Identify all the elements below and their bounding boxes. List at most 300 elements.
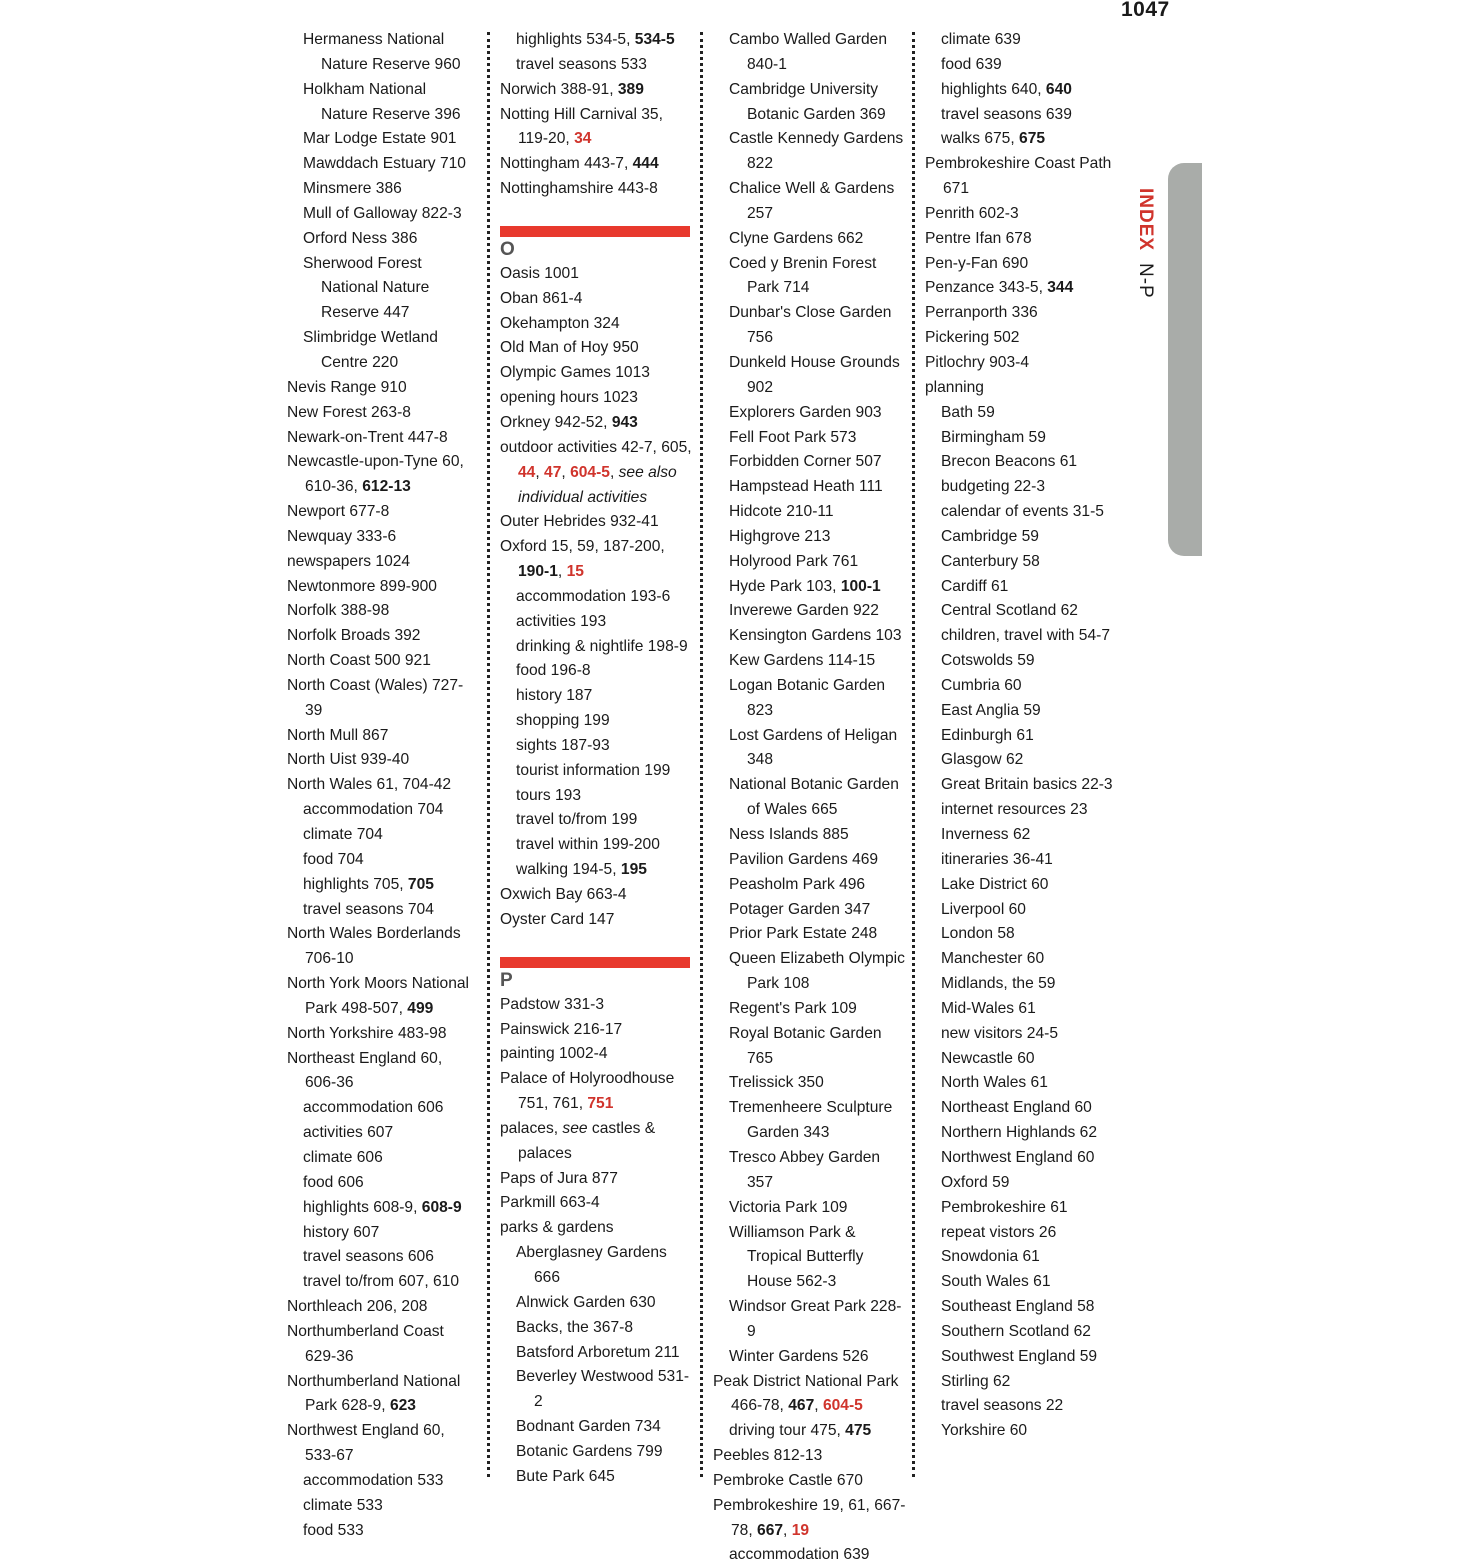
index-entry bbox=[713, 1370, 908, 1420]
index-entry bbox=[925, 227, 1115, 252]
entry-text: North York Moors National Park 498-507, bbox=[287, 975, 470, 1017]
entry-text: Central Scotland 62 bbox=[941, 602, 1078, 620]
index-entry bbox=[287, 624, 475, 649]
entry-text: Trelissick 350 bbox=[729, 1074, 824, 1092]
index-subentry bbox=[287, 28, 475, 78]
index-subentry bbox=[287, 227, 475, 252]
index-subentry bbox=[713, 450, 908, 475]
entry-text: highlights 705, bbox=[303, 875, 408, 893]
entry-text: , bbox=[561, 463, 571, 481]
entry-text: East Anglia 59 bbox=[941, 701, 1041, 719]
entry-text: Cardiff 61 bbox=[941, 577, 1009, 595]
entry-text: highlights 608-9, bbox=[303, 1198, 422, 1216]
column-divider bbox=[912, 32, 915, 1477]
index-subentry bbox=[713, 28, 908, 78]
index-entry bbox=[287, 1419, 475, 1469]
section-divider-bar bbox=[500, 226, 690, 237]
map-page-ref: 190-1 bbox=[518, 563, 558, 581]
index-subentry bbox=[500, 734, 692, 759]
entry-text: Royal Botanic Garden 765 bbox=[729, 1024, 882, 1067]
index-subentry bbox=[925, 599, 1115, 624]
index-subentry bbox=[287, 1171, 475, 1196]
index-entry bbox=[500, 336, 692, 361]
index-entry bbox=[500, 152, 692, 177]
entry-text: Mawddach Estuary 710 bbox=[303, 155, 466, 173]
entry-text: Oxford 15, 59, 187-200, bbox=[500, 538, 665, 556]
index-entry bbox=[500, 1018, 692, 1043]
entry-text: , bbox=[783, 1521, 792, 1539]
map-page-ref: 667 bbox=[757, 1521, 784, 1539]
index-subentry bbox=[925, 972, 1115, 997]
entry-text: Clyne Gardens 662 bbox=[729, 229, 864, 247]
cross-reference: see also individual activities bbox=[518, 463, 677, 506]
entry-text: Aberglasney Gardens 666 bbox=[516, 1244, 667, 1286]
index-subentry bbox=[713, 426, 908, 451]
index-subentry bbox=[500, 585, 692, 610]
entry-text: , bbox=[557, 563, 567, 581]
entry-text: , bbox=[609, 463, 619, 481]
index-subentry bbox=[713, 575, 908, 600]
entry-text: Windsor Great Park 228-9 bbox=[729, 1298, 902, 1340]
entry-text: walks 675, bbox=[941, 130, 1020, 148]
index-subentry bbox=[925, 550, 1115, 575]
entry-text: climate 704 bbox=[303, 826, 383, 843]
photo-page-ref: 604-5 bbox=[570, 463, 610, 481]
index-subentry bbox=[925, 401, 1115, 426]
entry-text: Newport 677-8 bbox=[287, 503, 390, 521]
index-subentry bbox=[287, 1469, 475, 1494]
entry-text: travel seasons 639 bbox=[941, 105, 1072, 123]
entry-text: children, travel with 54-7 bbox=[941, 627, 1111, 645]
index-subentry bbox=[287, 823, 475, 848]
index-subentry bbox=[713, 1096, 908, 1146]
index-entry bbox=[713, 1444, 908, 1469]
index-subentry bbox=[287, 1221, 475, 1246]
index-subentry bbox=[925, 475, 1115, 500]
entry-text: Pickering 502 bbox=[925, 329, 1020, 347]
index-subentry bbox=[713, 227, 908, 252]
entry-text: travel seasons 606 bbox=[303, 1248, 434, 1266]
index-subentry bbox=[925, 78, 1115, 103]
entry-text: food 606 bbox=[303, 1173, 364, 1191]
index-entry bbox=[500, 510, 692, 535]
index-subentry bbox=[925, 1370, 1115, 1395]
index-subentry bbox=[925, 1221, 1115, 1246]
index-entry bbox=[500, 436, 692, 511]
index-subentry bbox=[713, 674, 908, 724]
photo-page-ref: 47 bbox=[544, 463, 562, 481]
entry-text: Newark-on-Trent 447-8 bbox=[287, 428, 448, 446]
index-subentry bbox=[925, 103, 1115, 128]
index-subentry bbox=[925, 674, 1115, 699]
entry-text: palaces, bbox=[500, 1119, 563, 1137]
index-subentry bbox=[287, 202, 475, 227]
entry-text: food 533 bbox=[303, 1521, 364, 1539]
index-subentry bbox=[925, 699, 1115, 724]
index-subentry bbox=[925, 1022, 1115, 1047]
entry-text: South Wales 61 bbox=[941, 1273, 1051, 1291]
index-entry bbox=[925, 252, 1115, 277]
index-subentry bbox=[713, 724, 908, 774]
index-subentry bbox=[287, 1494, 475, 1519]
entry-text: travel seasons 704 bbox=[303, 900, 434, 918]
entry-text: Old Man of Hoy 950 bbox=[500, 339, 639, 357]
photo-page-ref: 19 bbox=[791, 1521, 810, 1539]
index-entry bbox=[287, 922, 475, 972]
index-column-3 bbox=[713, 28, 908, 1568]
index-subentry bbox=[925, 1121, 1115, 1146]
index-entry bbox=[500, 312, 692, 337]
index-column-1 bbox=[287, 28, 475, 1543]
index-subentry bbox=[287, 1121, 475, 1146]
entry-text: Newcastle 60 bbox=[941, 1049, 1035, 1067]
entry-text: Bath 59 bbox=[941, 403, 995, 421]
entry-text: Inverewe Garden 922 bbox=[729, 602, 879, 620]
entry-text: Northwest England 60, 533-67 bbox=[287, 1422, 445, 1465]
index-subentry bbox=[713, 78, 908, 128]
map-page-ref: 467 bbox=[788, 1397, 815, 1415]
entry-text: Penrith 602-3 bbox=[925, 204, 1019, 222]
index-subentry bbox=[500, 1316, 692, 1341]
index-entry bbox=[287, 450, 475, 500]
index-entry bbox=[925, 376, 1115, 401]
entry-text: Orkney 942-52, bbox=[500, 413, 612, 431]
index-subentry bbox=[500, 709, 692, 734]
entry-text: travel seasons 22 bbox=[941, 1397, 1064, 1415]
entry-text: outdoor activities 42-7, 605, bbox=[500, 438, 692, 456]
entry-text: Hyde Park 103, bbox=[729, 577, 841, 595]
entry-text: history 187 bbox=[516, 687, 593, 705]
index-entry bbox=[500, 1117, 692, 1167]
section-thumb-tab bbox=[1168, 163, 1202, 556]
entry-text: Ness Islands 885 bbox=[729, 826, 849, 843]
index-entry bbox=[500, 1191, 692, 1216]
index-subentry bbox=[925, 127, 1115, 152]
entry-text: climate 606 bbox=[303, 1148, 383, 1166]
map-page-ref: 100-1 bbox=[840, 577, 881, 595]
entry-text: Bute Park 645 bbox=[516, 1467, 615, 1485]
entry-text: Glasgow 62 bbox=[941, 751, 1024, 769]
index-entry bbox=[500, 993, 692, 1018]
entry-text: accommodation 639 bbox=[729, 1546, 870, 1564]
index-subentry bbox=[500, 684, 692, 709]
index-entry bbox=[287, 1295, 475, 1320]
entry-text: , bbox=[535, 463, 545, 481]
entry-text: food 704 bbox=[303, 850, 364, 868]
index-subentry bbox=[713, 351, 908, 401]
entry-text: Oxwich Bay 663-4 bbox=[500, 886, 627, 903]
section-letter: O bbox=[500, 238, 515, 260]
section-tab-word: INDEX bbox=[1135, 188, 1156, 252]
index-subentry bbox=[713, 401, 908, 426]
entry-text: budgeting 22-3 bbox=[941, 478, 1046, 496]
index-subentry bbox=[925, 426, 1115, 451]
index-subentry bbox=[713, 1419, 908, 1444]
index-subentry bbox=[500, 28, 692, 53]
map-page-ref: 623 bbox=[389, 1397, 416, 1415]
index-subentry bbox=[925, 1320, 1115, 1345]
index-subentry bbox=[500, 1241, 692, 1291]
index-subentry bbox=[500, 610, 692, 635]
entry-text: Northeast England 60, 606-36 bbox=[287, 1049, 443, 1092]
map-page-ref: 444 bbox=[632, 155, 659, 173]
entry-text: tourist information 199 bbox=[516, 761, 671, 779]
index-subentry bbox=[287, 1270, 475, 1295]
entry-text: food 196-8 bbox=[516, 662, 591, 680]
entry-text: Hidcote 210-11 bbox=[729, 503, 834, 521]
entry-text: North Mull 867 bbox=[287, 726, 389, 744]
index-subentry bbox=[925, 1146, 1115, 1171]
index-subentry bbox=[500, 833, 692, 858]
index-entry bbox=[287, 599, 475, 624]
entry-text: newspapers 1024 bbox=[287, 552, 411, 570]
entry-text: North Wales 61 bbox=[941, 1074, 1048, 1092]
entry-text: Okehampton 324 bbox=[500, 314, 620, 332]
index-subentry bbox=[713, 475, 908, 500]
index-subentry bbox=[713, 525, 908, 550]
entry-text: new visitors 24-5 bbox=[941, 1024, 1058, 1042]
index-subentry bbox=[287, 1519, 475, 1544]
section-divider-bar bbox=[500, 957, 690, 968]
index-entry bbox=[500, 78, 692, 103]
index-subentry bbox=[925, 1196, 1115, 1221]
entry-text: Notting Hill Carnival 35, 119-20, bbox=[500, 105, 663, 148]
entry-text: Great Britain basics 22-3 bbox=[941, 776, 1113, 794]
entry-text: castles & palaces bbox=[518, 1119, 656, 1162]
index-subentry bbox=[500, 53, 692, 78]
index-subentry bbox=[713, 649, 908, 674]
entry-text: Hampstead Heath 111 bbox=[729, 478, 883, 496]
entry-text: climate 533 bbox=[303, 1496, 383, 1514]
photo-page-ref: 751 bbox=[587, 1095, 614, 1113]
index-subentry bbox=[713, 773, 908, 823]
index-subentry bbox=[500, 1415, 692, 1440]
index-entry bbox=[925, 326, 1115, 351]
entry-text: Mid-Wales 61 bbox=[941, 999, 1036, 1017]
photo-page-ref: 34 bbox=[574, 130, 592, 148]
index-subentry bbox=[925, 1419, 1115, 1444]
entry-text: Newtonmore 899-900 bbox=[287, 577, 437, 595]
index-subentry bbox=[500, 858, 692, 883]
entry-text: Potager Garden 347 bbox=[729, 900, 871, 918]
entry-text: climate 639 bbox=[941, 31, 1021, 48]
entry-text: driving tour 475, bbox=[729, 1422, 846, 1440]
entry-text: Fell Foot Park 573 bbox=[729, 428, 857, 446]
index-subentry bbox=[713, 873, 908, 898]
index-subentry bbox=[500, 1465, 692, 1490]
entry-text: Newcastle-upon-Tyne 60, 610-36, bbox=[287, 453, 464, 496]
index-subentry bbox=[713, 1022, 908, 1072]
index-subentry bbox=[713, 848, 908, 873]
index-subentry bbox=[925, 575, 1115, 600]
entry-text: New Forest 263-8 bbox=[287, 403, 411, 421]
entry-text: travel seasons 533 bbox=[516, 55, 647, 73]
index-entry bbox=[287, 773, 475, 798]
entry-text: Regent's Park 109 bbox=[729, 999, 857, 1017]
entry-text: London 58 bbox=[941, 925, 1015, 943]
index-entry bbox=[287, 748, 475, 773]
map-page-ref: 675 bbox=[1019, 130, 1046, 148]
index-subentry bbox=[925, 848, 1115, 873]
index-subentry bbox=[925, 649, 1115, 674]
entry-text: Holyrood Park 761 bbox=[729, 552, 859, 570]
entry-text: Nottingham 443-7, bbox=[500, 155, 633, 173]
entry-text: Forbidden Corner 507 bbox=[729, 453, 882, 471]
entry-text: Minsmere 386 bbox=[303, 180, 402, 198]
index-subentry bbox=[925, 624, 1115, 649]
entry-text: travel to/from 199 bbox=[516, 811, 638, 829]
index-subentry bbox=[500, 1365, 692, 1415]
index-subentry bbox=[925, 1270, 1115, 1295]
index-subentry bbox=[287, 873, 475, 898]
map-page-ref: 612-13 bbox=[362, 478, 411, 496]
entry-text: Olympic Games 1013 bbox=[500, 364, 650, 382]
entry-text: Pembrokeshire Coast Path 671 bbox=[925, 155, 1112, 198]
entry-text: Cambo Walled Garden 840-1 bbox=[729, 31, 888, 73]
entry-text: North Wales 61, 704-42 bbox=[287, 776, 452, 794]
entry-text: Southern Scotland 62 bbox=[941, 1322, 1091, 1340]
entry-text: Outer Hebrides 932-41 bbox=[500, 513, 659, 531]
entry-text: Cumbria 60 bbox=[941, 676, 1022, 694]
index-subentry bbox=[287, 898, 475, 923]
entry-text: Orford Ness 386 bbox=[303, 229, 418, 247]
entry-text: Alnwick Garden 630 bbox=[516, 1293, 656, 1311]
index-entry bbox=[287, 426, 475, 451]
index-subentry bbox=[713, 500, 908, 525]
entry-text: planning bbox=[925, 378, 984, 396]
entry-text: North Wales Borderlands 706-10 bbox=[287, 925, 461, 968]
entry-text: Northeast England 60 bbox=[941, 1099, 1092, 1117]
entry-text: Queen Elizabeth Olympic Park 108 bbox=[729, 950, 905, 993]
entry-text: Cambridge 59 bbox=[941, 527, 1039, 545]
index-entry bbox=[287, 550, 475, 575]
index-entry bbox=[287, 401, 475, 426]
entry-text: Holkham National Nature Reserve 396 bbox=[303, 80, 461, 123]
entry-text: painting 1002-4 bbox=[500, 1045, 608, 1063]
entry-text: Chalice Well & Gardens 257 bbox=[729, 180, 895, 222]
entry-text: accommodation 704 bbox=[303, 801, 444, 819]
entry-text: Stirling 62 bbox=[941, 1372, 1011, 1390]
entry-text: Painswick 216-17 bbox=[500, 1020, 623, 1038]
index-entry bbox=[500, 1067, 692, 1117]
entry-text: food 639 bbox=[941, 55, 1002, 73]
index-entry bbox=[500, 262, 692, 287]
index-subentry bbox=[925, 947, 1115, 972]
entry-text: sights 187-93 bbox=[516, 736, 610, 754]
map-page-ref: 475 bbox=[845, 1422, 872, 1440]
entry-text: Castle Kennedy Gardens 822 bbox=[729, 130, 904, 173]
column-divider bbox=[487, 32, 490, 1477]
entry-text: Oasis 1001 bbox=[500, 264, 579, 282]
entry-text: Palace of Holyroodhouse 751, 761, bbox=[500, 1070, 675, 1113]
entry-text: , bbox=[814, 1397, 823, 1415]
index-entry bbox=[500, 386, 692, 411]
map-page-ref: 534-5 bbox=[634, 31, 675, 48]
index-subentry bbox=[287, 798, 475, 823]
entry-text: Northern Highlands 62 bbox=[941, 1124, 1098, 1142]
index-subentry bbox=[713, 997, 908, 1022]
index-entry bbox=[500, 908, 692, 933]
index-subentry bbox=[500, 659, 692, 684]
entry-text: Oban 861-4 bbox=[500, 289, 583, 307]
index-entry bbox=[287, 724, 475, 749]
entry-text: Backs, the 367-8 bbox=[516, 1318, 634, 1336]
index-entry bbox=[500, 411, 692, 436]
index-subentry bbox=[500, 808, 692, 833]
index-subentry bbox=[713, 1196, 908, 1221]
entry-text: Mar Lodge Estate 901 bbox=[303, 130, 457, 148]
index-entry bbox=[925, 276, 1115, 301]
entry-text: Victoria Park 109 bbox=[729, 1198, 848, 1216]
index-subentry bbox=[925, 28, 1115, 53]
index-entry bbox=[287, 575, 475, 600]
index-subentry bbox=[287, 1245, 475, 1270]
entry-text: Lost Gardens of Heligan 348 bbox=[729, 726, 898, 769]
index-subentry bbox=[925, 898, 1115, 923]
entry-text: North Coast 500 921 bbox=[287, 652, 431, 670]
entry-text: activities 607 bbox=[303, 1124, 394, 1142]
entry-text: shopping 199 bbox=[516, 712, 610, 730]
index-entry bbox=[500, 103, 692, 153]
index-subentry bbox=[925, 922, 1115, 947]
entry-text: highlights 534-5, bbox=[516, 31, 635, 48]
entry-text: Birmingham 59 bbox=[941, 428, 1046, 446]
entry-text: Oxford 59 bbox=[941, 1173, 1010, 1191]
index-subentry bbox=[287, 1096, 475, 1121]
entry-text: Hermaness National Nature Reserve 960 bbox=[303, 31, 461, 73]
index-subentry bbox=[713, 1295, 908, 1345]
entry-text: calendar of events 31-5 bbox=[941, 503, 1104, 521]
section-letter: P bbox=[500, 969, 513, 991]
index-subentry bbox=[287, 848, 475, 873]
photo-page-ref: 604-5 bbox=[822, 1397, 863, 1415]
entry-text: Liverpool 60 bbox=[941, 900, 1026, 918]
entry-text: Paps of Jura 877 bbox=[500, 1169, 618, 1187]
index-subentry bbox=[713, 301, 908, 351]
map-page-ref: 195 bbox=[620, 861, 647, 879]
index-subentry bbox=[500, 1291, 692, 1316]
index-column-2 bbox=[500, 28, 692, 1490]
index-subentry bbox=[925, 873, 1115, 898]
column-divider bbox=[700, 32, 703, 1477]
index-entry bbox=[500, 361, 692, 386]
index-subentry bbox=[713, 252, 908, 302]
entry-text: opening hours 1023 bbox=[500, 389, 638, 407]
entry-text: Southeast England 58 bbox=[941, 1298, 1095, 1316]
index-subentry bbox=[925, 500, 1115, 525]
index-subentry bbox=[287, 1146, 475, 1171]
index-entry bbox=[925, 301, 1115, 326]
index-entry bbox=[500, 883, 692, 908]
entry-text: parks & gardens bbox=[500, 1219, 614, 1237]
entry-text: history 607 bbox=[303, 1223, 380, 1241]
index-subentry bbox=[713, 550, 908, 575]
index-entry bbox=[713, 1494, 908, 1544]
entry-text: tours 193 bbox=[516, 786, 582, 804]
index-entry bbox=[500, 1216, 692, 1241]
entry-text: Tremenheere Sculpture Garden 343 bbox=[729, 1099, 893, 1142]
entry-text: Cotswolds 59 bbox=[941, 652, 1035, 670]
entry-text: Logan Botanic Garden 823 bbox=[729, 676, 886, 719]
index-entry bbox=[287, 972, 475, 1022]
entry-text: Bodnant Garden 734 bbox=[516, 1418, 661, 1436]
index-subentry bbox=[287, 252, 475, 327]
index-entry bbox=[500, 1167, 692, 1192]
index-entry bbox=[925, 351, 1115, 376]
index-subentry bbox=[925, 525, 1115, 550]
entry-text: Penzance 343-5, bbox=[925, 279, 1048, 297]
index-subentry bbox=[500, 759, 692, 784]
